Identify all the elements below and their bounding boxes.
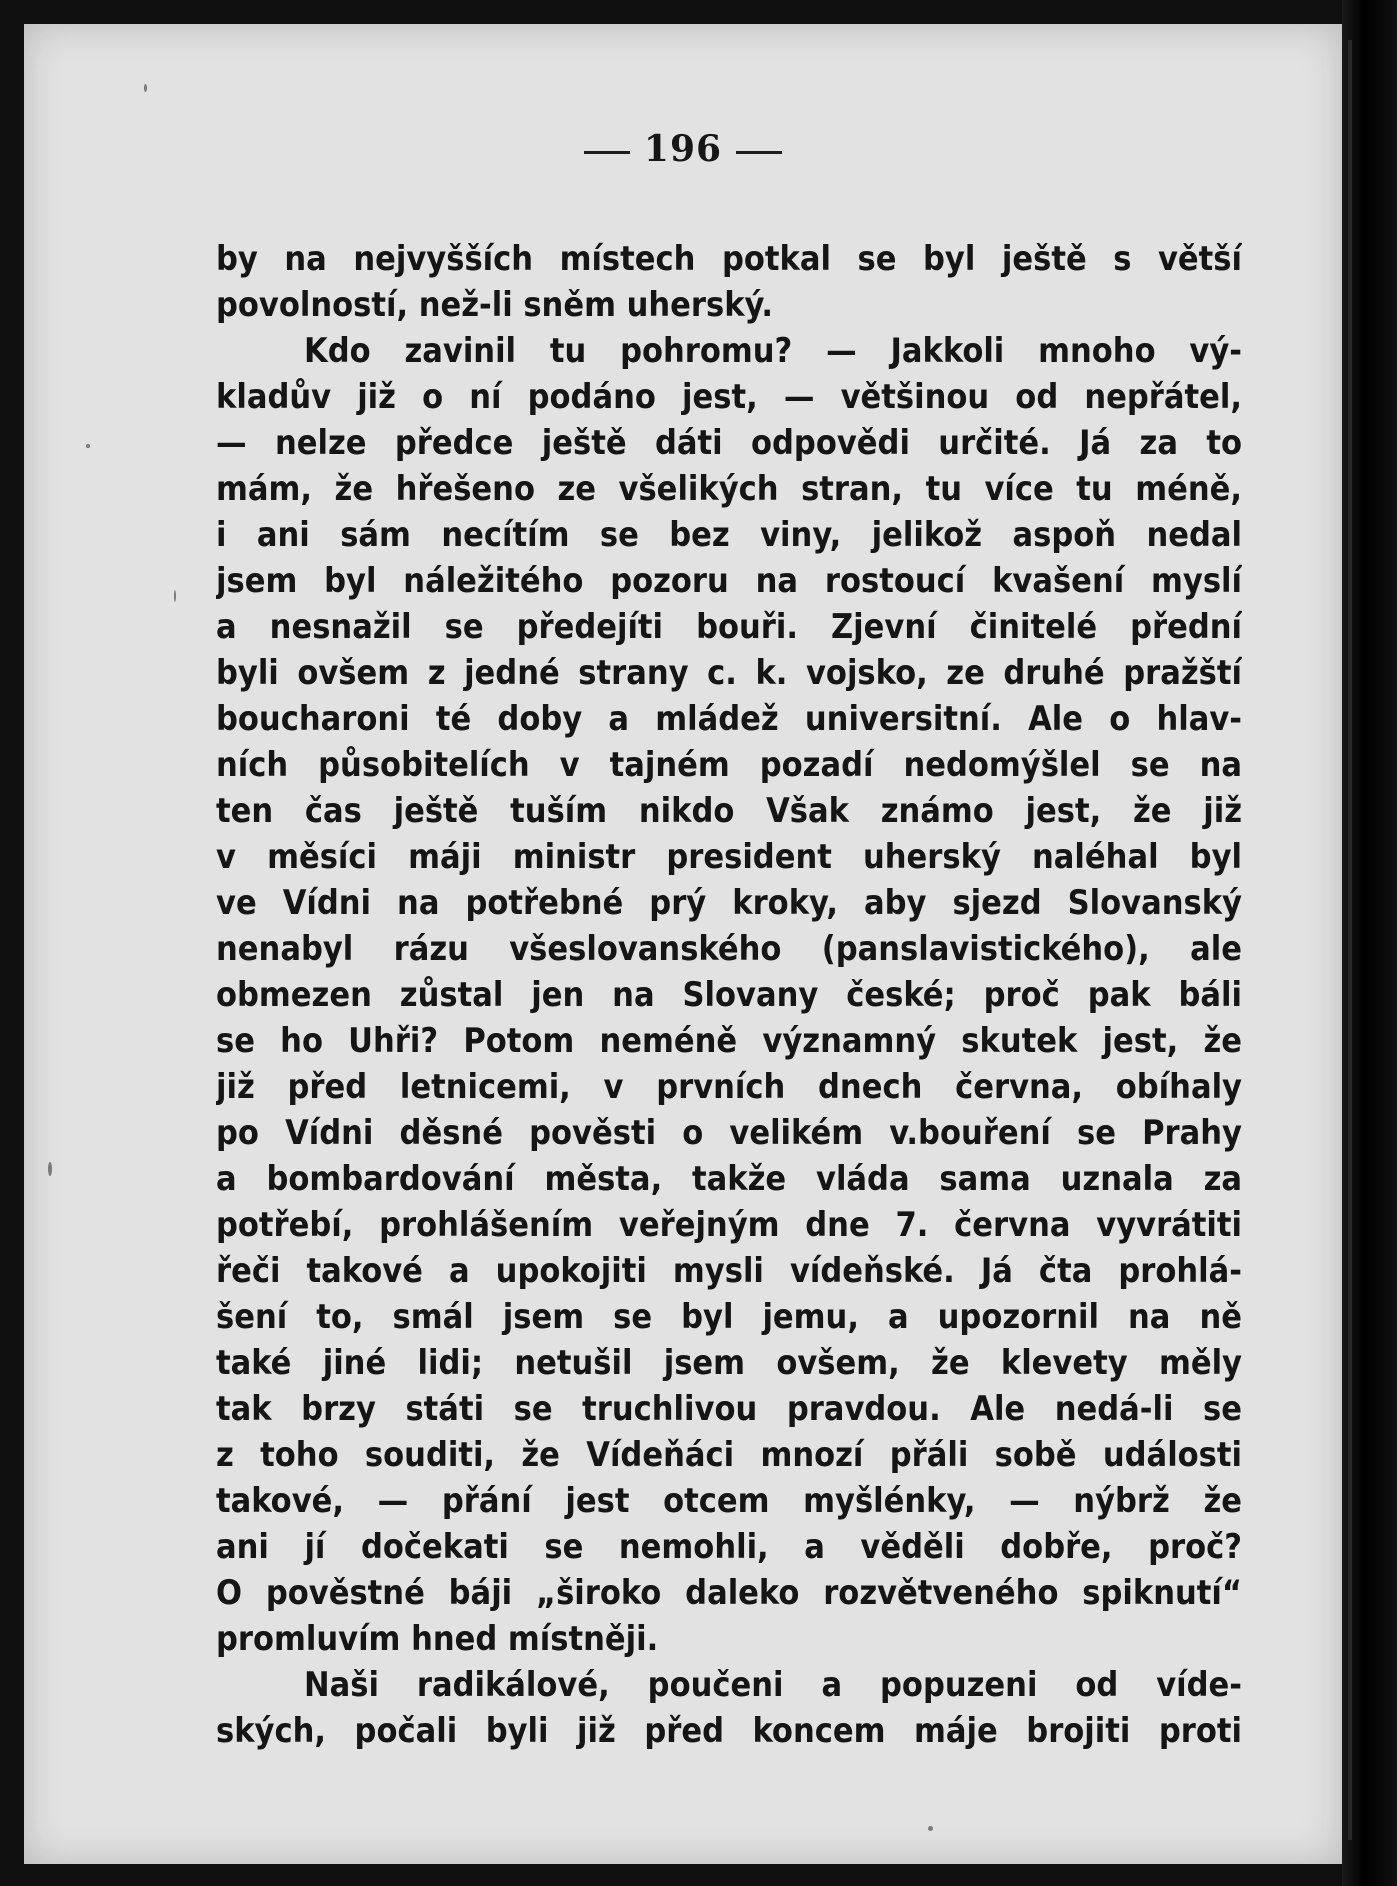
scan-speck — [48, 1162, 52, 1176]
text-line: řeči takové a upokojiti mysli vídeňské. Já čta prohlá- — [216, 1251, 1242, 1291]
text-line: také jiné lidi; netušil jsem ovšem, že klevety měly — [216, 1343, 1242, 1383]
text-body — [216, 236, 1242, 1754]
text-line: v měsíci máji ministr president uherský naléhal byl — [216, 837, 1242, 877]
text-line: byli ovšem z jedné strany c. k. vojsko, ze druhé pražští — [216, 653, 1242, 693]
text-line: ten čas ještě tuším nikdo Však známo jest, že již — [216, 791, 1242, 831]
text-line: obmezen zůstal jen na Slovany české; proč pak báli — [216, 975, 1242, 1015]
text-line: se ho Uhři? Potom neméně významný skutek jest, že — [216, 1021, 1242, 1061]
text-line: mám, že hřešeno ze všelikých stran, tu více tu méně, — [216, 469, 1242, 509]
text-line: kladův již o ní podáno jest, — většinou od nepřátel, — [216, 377, 1242, 417]
text-line: z toho souditi, že Vídeňáci mnozí přáli sobě události — [216, 1435, 1242, 1475]
scan-speck — [144, 84, 147, 92]
scan-speck — [928, 1826, 933, 1831]
text-line: O pověstné báji „široko daleko rozvětveného spiknutí“ — [216, 1573, 1242, 1613]
text-line: nenabyl rázu všeslovanského (panslavistického), ale — [216, 929, 1242, 969]
text-line: i ani sám necítím se bez viny, jelikož aspoň nedal — [216, 515, 1242, 555]
text-line: a bombardování města, takže vláda sama uznala za — [216, 1159, 1242, 1199]
text-line: — nelze předce ještě dáti odpovědi určité. Já za to — [216, 423, 1242, 463]
text-line: jsem byl náležitého pozoru na rostoucí kvašení myslí — [216, 561, 1242, 601]
text-line: boucharoni té doby a mládež universitní. Ale o hlav- — [216, 699, 1242, 739]
text-line: promluvím hned místněji. — [216, 1619, 659, 1659]
page-number: 196 — [643, 128, 723, 170]
header-dash-left — [584, 151, 630, 154]
text-line: tak brzy státi se truchlivou pravdou. Ale nedá-li se — [216, 1389, 1242, 1429]
paper-sheet — [24, 24, 1342, 1864]
text-line: potřebí, prohlášením veřejným dne 7. června vyvrátiti — [216, 1205, 1242, 1245]
text-line: po Vídni děsné pověsti o velikém v.bouření se Prahy — [216, 1113, 1242, 1153]
text-line: Naši radikálové, poučeni a popuzeni od víde- — [304, 1665, 1242, 1705]
text-line: ských, počali byli již před koncem máje brojiti proti — [216, 1711, 1242, 1751]
text-line: povolností, než-li sněm uherský. — [216, 285, 773, 325]
page-header — [24, 128, 1342, 170]
text-line: a nesnažil se předejíti bouři. Zjevní činitelé přední — [216, 607, 1242, 647]
scan-speck — [174, 590, 176, 602]
text-line: již před letnicemi, v prvních dnech června, obíhaly — [216, 1067, 1242, 1107]
text-line: šení to, smál jsem se byl jemu, a upozornil na ně — [216, 1297, 1242, 1337]
text-line: by na nejvyšších místech potkal se byl ještě s větší — [216, 239, 1242, 279]
text-line: Kdo zavinil tu pohromu? — Jakkoli mnoho vý- — [304, 331, 1242, 371]
header-dash-right — [736, 151, 782, 154]
text-line: ani jí dočekati se nemohli, a věděli dobře, proč? — [216, 1527, 1242, 1567]
text-line: ních působitelích v tajném pozadí nedomýšlel se na — [216, 745, 1242, 785]
scan-speck — [86, 444, 90, 448]
text-line: takové, — přání jest otcem myšlénky, — nýbrž že — [216, 1481, 1242, 1521]
text-line: ve Vídni na potřebné prý kroky, aby sjezd Slovanský — [216, 883, 1242, 923]
gutter-edge — [1348, 40, 1352, 1840]
